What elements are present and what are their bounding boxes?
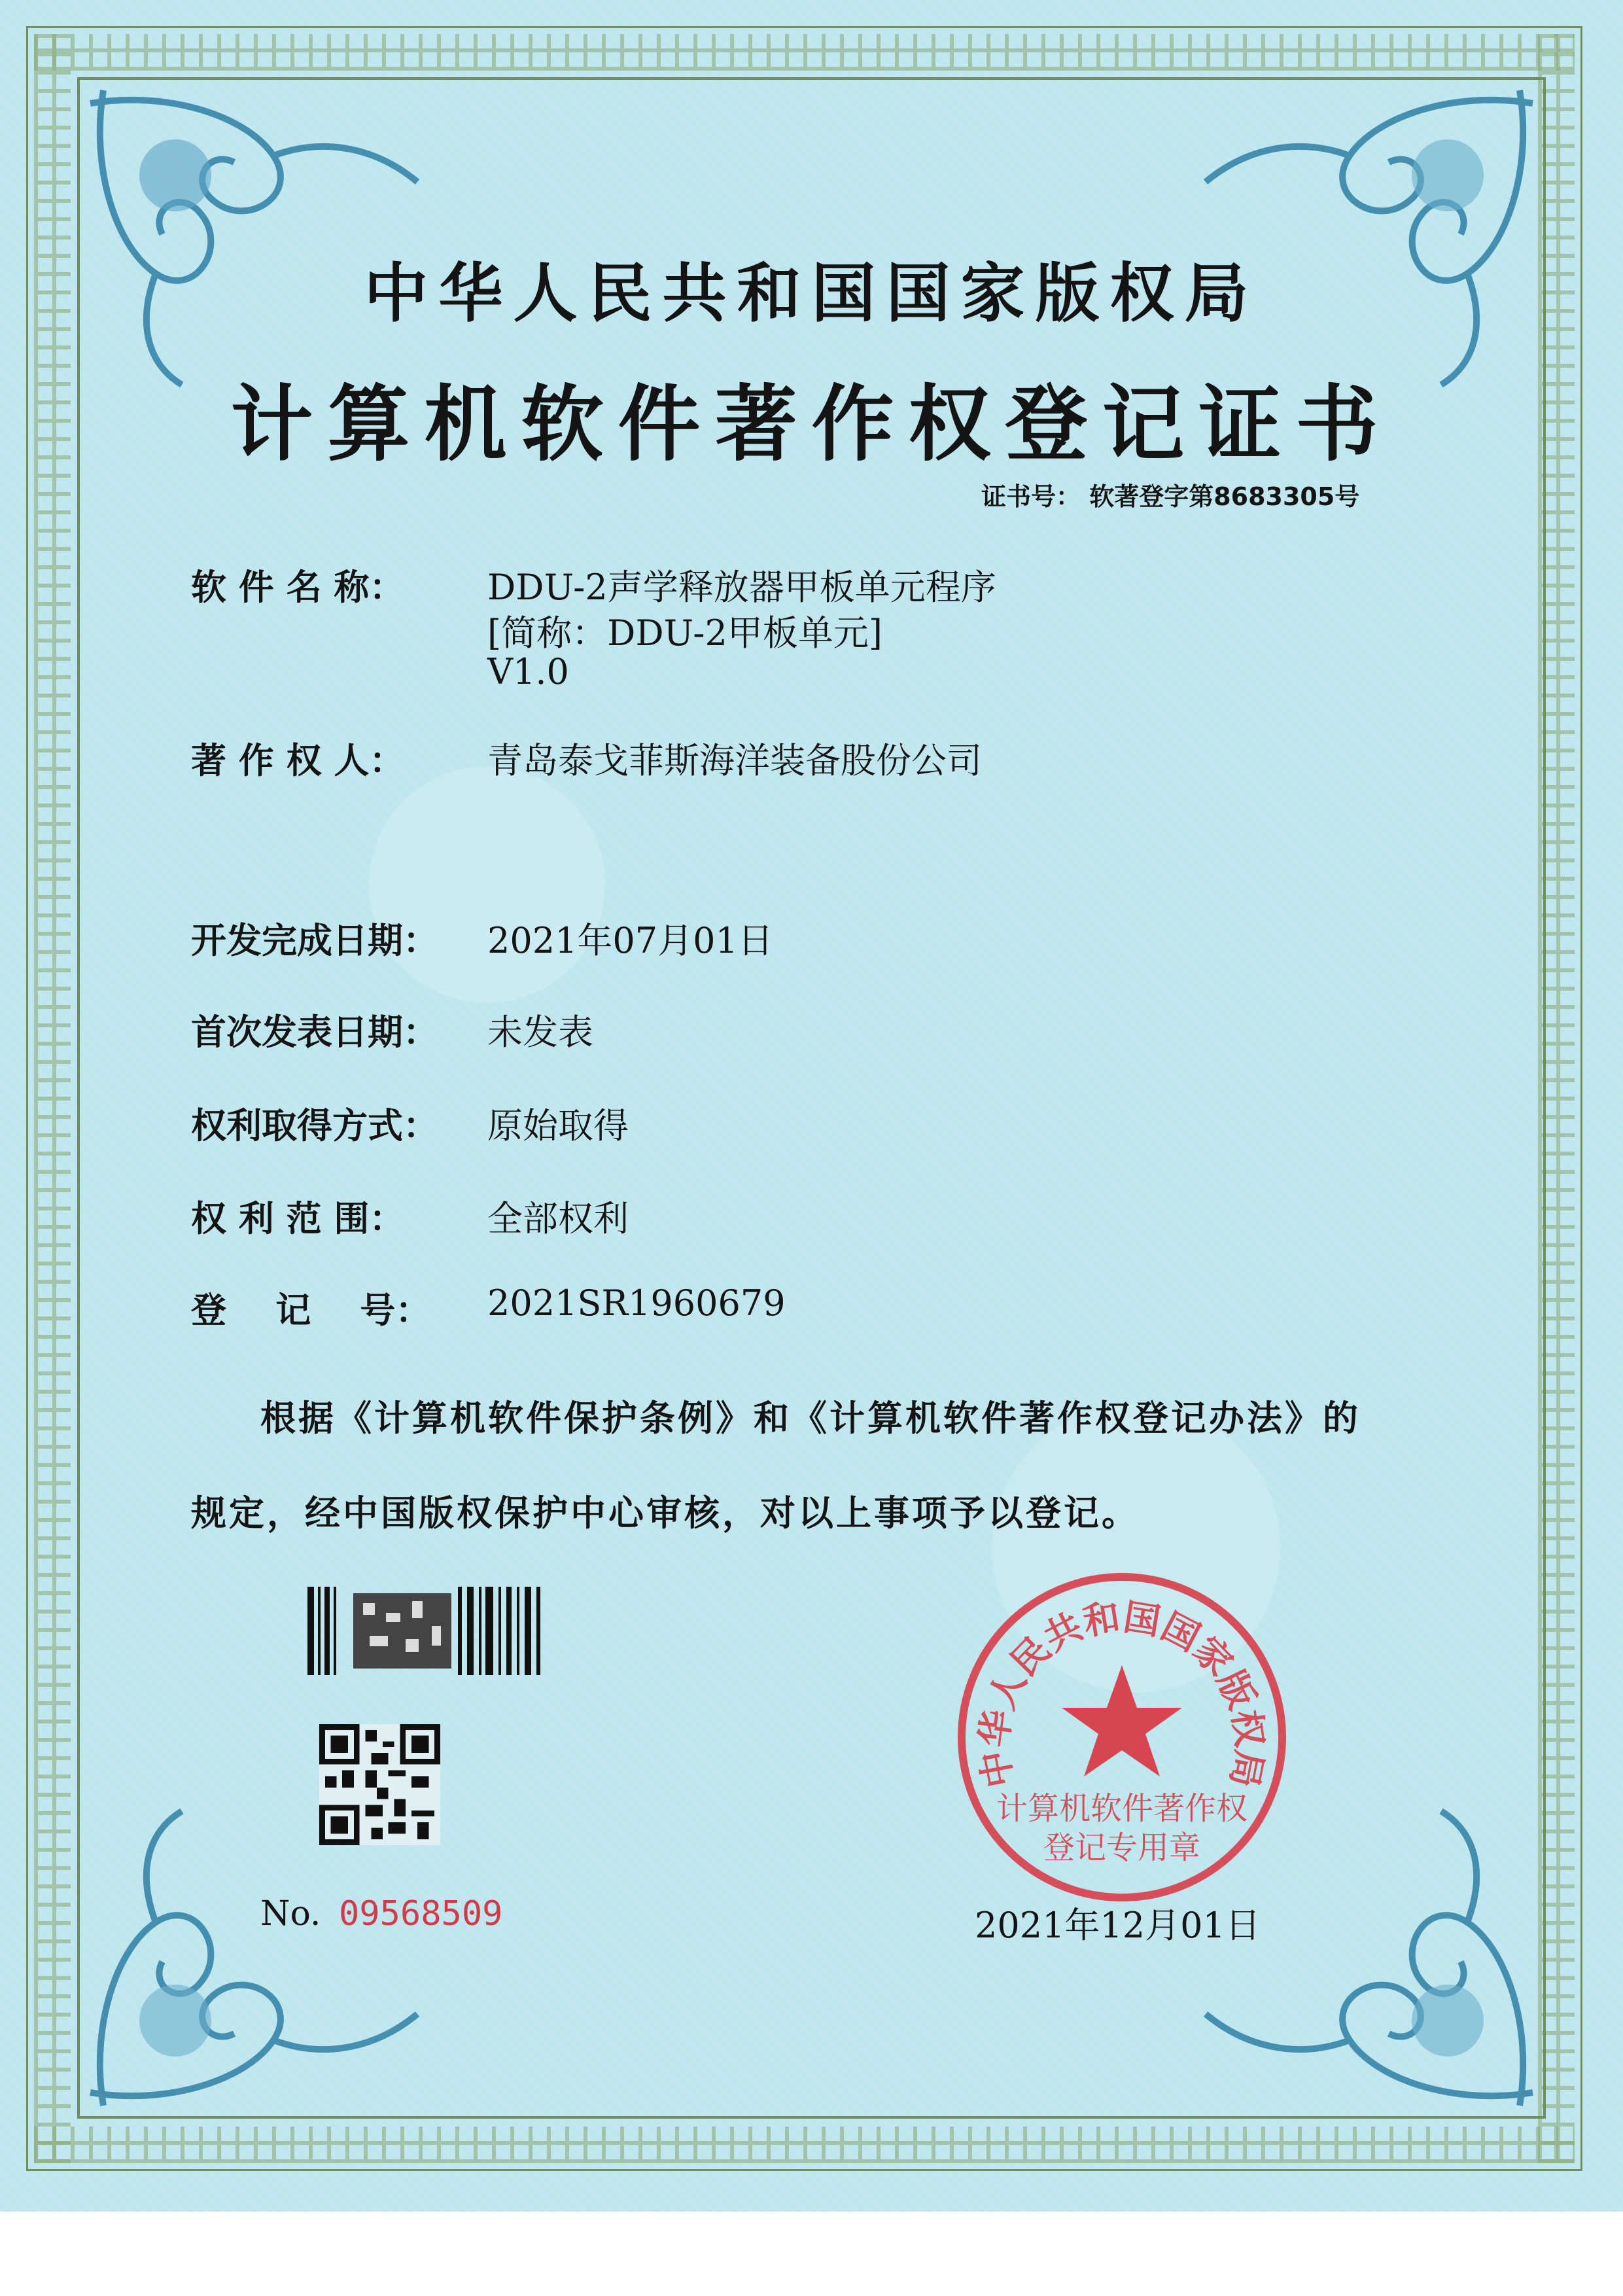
field-value-copyright-owner: 青岛泰戈菲斯海洋装备股份公司 bbox=[487, 740, 982, 781]
certificate-number: 证书号： 软著登字第8683305号 bbox=[981, 482, 1360, 511]
field-label-software-name: 软 件 名 称： bbox=[191, 566, 405, 608]
field-label-acquisition-method: 权利取得方式： bbox=[191, 1104, 438, 1146]
seal-inner-line-2: 登记专用章 bbox=[1043, 1829, 1201, 1866]
corner-ornament-top-left bbox=[77, 77, 444, 391]
bottom-fret-border bbox=[34, 2127, 1575, 2163]
field-value-short-name: [简称：DDU-2甲板单元] bbox=[487, 612, 882, 654]
registration-label-text: 登 记 号： bbox=[191, 1289, 431, 1331]
field-label-copyright-owner: 著 作 权 人： bbox=[191, 739, 405, 781]
certificate-title: 计算机软件著作权登记证书 bbox=[230, 376, 1393, 472]
left-fret-border bbox=[34, 34, 71, 2163]
field-value-registration-number: 2021SR1960679 bbox=[487, 1282, 786, 1324]
serial-number: 09568509 bbox=[339, 1894, 503, 1934]
official-seal-stamp bbox=[952, 1567, 1292, 1907]
field-label-rights-scope: 权 利 范 围： bbox=[191, 1197, 405, 1239]
field-value-rights-scope: 全部权利 bbox=[487, 1198, 629, 1239]
serial-number-label: No. bbox=[260, 1894, 321, 1934]
statement-line-1: 根据《计算机软件保护条例》和《计算机软件著作权登记办法》的 bbox=[260, 1397, 1361, 1439]
seal-inner-line-1: 计算机软件著作权 bbox=[996, 1790, 1248, 1827]
field-value-version: V1.0 bbox=[487, 651, 569, 692]
agency-title: 中华人民共和国国家版权局 bbox=[364, 256, 1259, 331]
seal-outer-text: 中华人民共和国国家版权局 bbox=[972, 1595, 1272, 1792]
qr-code bbox=[319, 1724, 440, 1845]
field-value-acquisition-method: 原始取得 bbox=[487, 1105, 629, 1146]
field-value-completion-date: 2021年07月01日 bbox=[487, 920, 773, 961]
field-label-publish-date: 首次发表日期： bbox=[191, 1011, 438, 1053]
field-value-software-name: DDU-2声学释放器甲板单元程序 bbox=[487, 567, 996, 608]
issue-date: 2021年12月01日 bbox=[975, 1905, 1261, 1946]
field-label-registration-number bbox=[191, 1282, 430, 1333]
top-fret-border bbox=[34, 34, 1575, 71]
field-value-publish-date: 未发表 bbox=[487, 1012, 593, 1053]
field-label-completion-date: 开发完成日期： bbox=[191, 919, 438, 961]
corner-ornament-bottom-left bbox=[77, 1805, 444, 2119]
barcode bbox=[307, 1587, 543, 1675]
statement-line-2: 规定，经中国版权保护中心审核，对以上事项予以登记。 bbox=[191, 1492, 1140, 1534]
corner-ornament-top-right bbox=[1179, 77, 1546, 391]
